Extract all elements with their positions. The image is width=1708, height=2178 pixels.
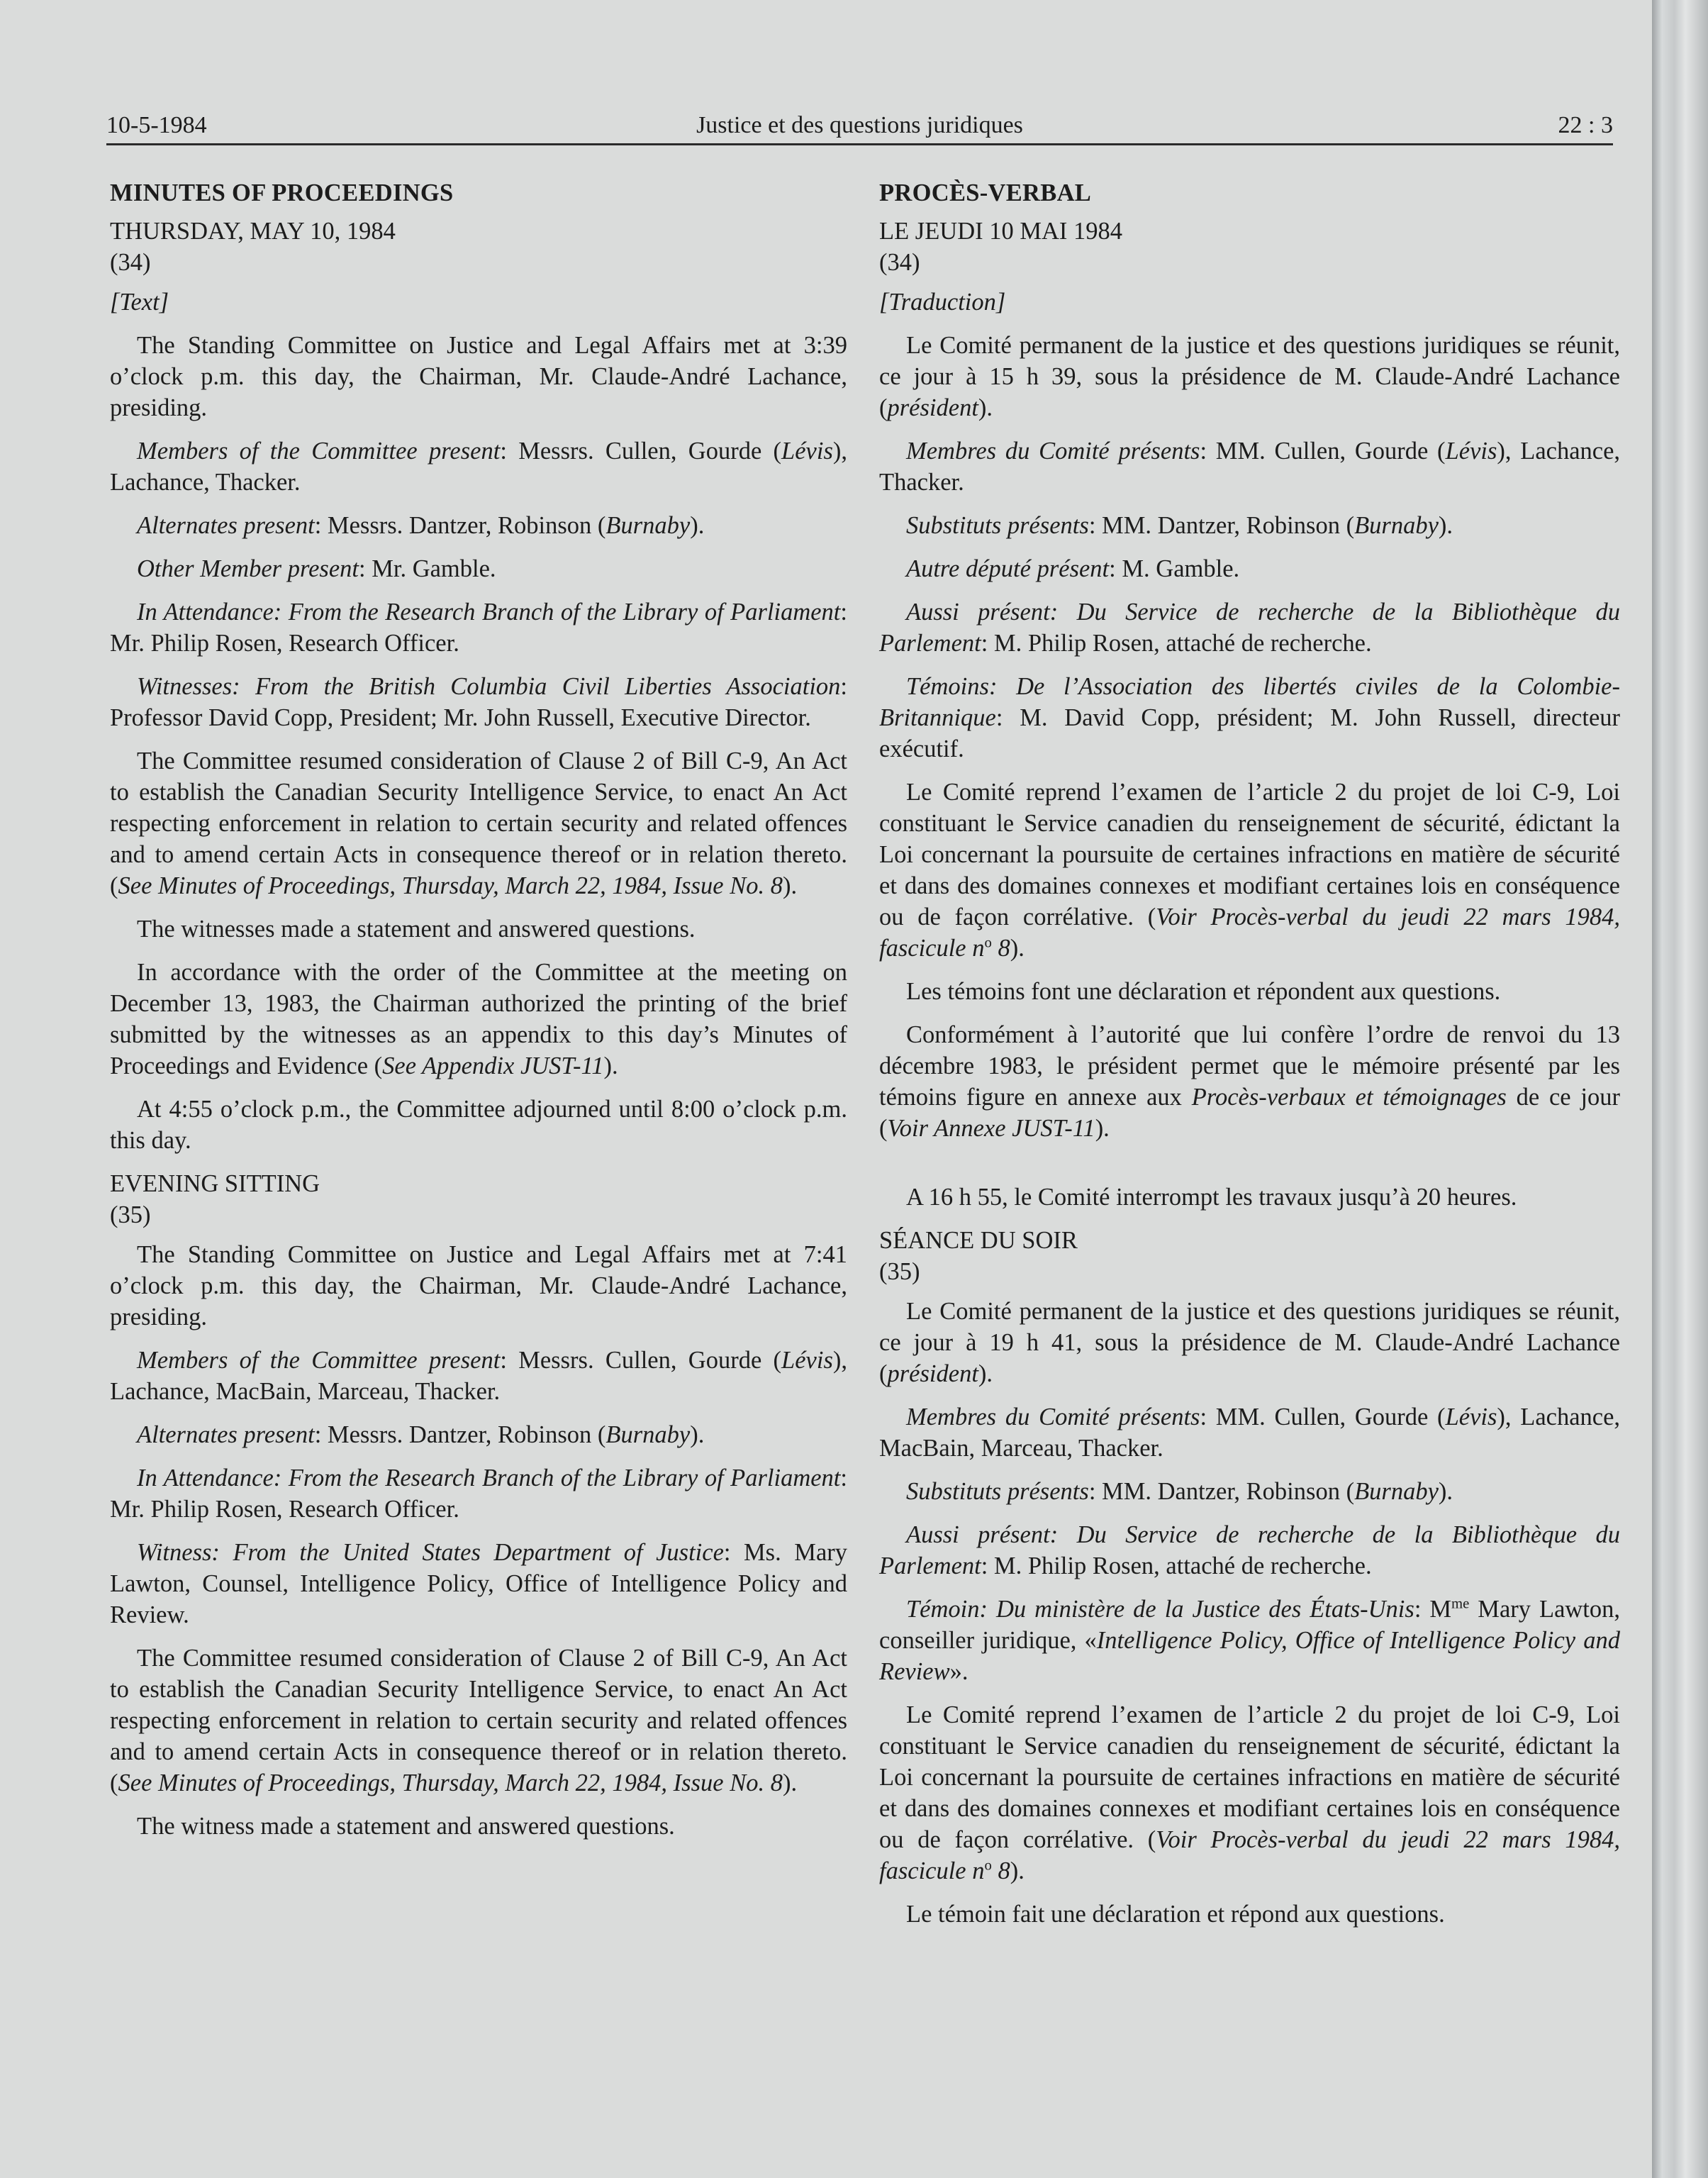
french-column (879, 177, 1620, 1942)
english-heading: MINUTES OF PROCEEDINGS (110, 179, 454, 206)
english-evening-opening: The Standing Committee on Justice and Legal Affairs met at 7:41 o’clock p.m. this day, the Chairman, Mr. Claude-André Lachance, presiding. (110, 1241, 847, 1330)
english-witnesses: Witnesses: From the British Columbia Civil Liberties Association: Professor David Copp, President; Mr. John Russell, Executive Director. (110, 673, 847, 731)
french-opening-paragraph: Le Comité permanent de la justice et des questions juridiques se réunit, ce jour à 15 h 39, sous la présidence de M. Claude-André Lachance (président). (879, 332, 1620, 421)
english-opening-paragraph: The Standing Committee on Justice and Legal Affairs met at 3:39 o’clock p.m. this day, the Chairman, Mr. Claude-André Lachance, presiding. (110, 332, 847, 421)
english-evening-resumed: The Committee resumed consideration of Clause 2 of Bill C-9, An Act to establish the Canadian Security Intelligence Service, to enact An Act respecting enforcement in relation to certain security and related offences and to amend certain Acts in consequence thereof or in relation thereto. (See Minutes of Proceedings, Thursday, March 22, 1984, Issue No. 8). (110, 1645, 847, 1796)
french-evening-opening: Le Comité permanent de la justice et des questions juridiques se réunit, ce jour à 19 h 41, sous la présidence de M. Claude-André Lachance (président). (879, 1298, 1620, 1387)
french-seance-heading: SÉANCE DU SOIR (879, 1227, 1078, 1254)
english-text-marker: [Text] (110, 289, 169, 316)
french-evening-substituts: Substituts présents: MM. Dantzer, Robinson (Burnaby). (906, 1478, 1453, 1505)
english-date: THURSDAY, MAY 10, 1984 (110, 218, 396, 245)
french-evening-reprend: Le Comité reprend l’examen de l’article 2 du projet de loi C-9, Loi constituant le Service canadien du renseignement de sécurité, édictant la Loi concernant la poursuite de certaines infractions en matière de sécurité et dans des domaines connexes et modifiant certaines lois en conséquence ou de façon corrélative. (Voir Procès-verbal du jeudi 22 mars 1984, fascicule $n^o$ 8). (879, 1701, 1620, 1884)
french-interrompt: A 16 h 55, le Comité interrompt les travaux jusqu’à 20 heures. (906, 1184, 1517, 1211)
french-heading: PROCÈS-VERBAL (879, 179, 1092, 206)
english-meeting-number: (34) (110, 249, 151, 276)
header-date: 10-5-1984 (106, 112, 207, 138)
english-evening-alternates: Alternates present: Messrs. Dantzer, Robinson (Burnaby). (137, 1421, 705, 1448)
header-title: Justice et des questions juridiques (696, 112, 1023, 138)
english-order-paragraph: In accordance with the order of the Committee at the meeting on December 13, 1983, the Chairman authorized the printing of the brief submitted by the witnesses as an appendix to this day’s Minutes of Proceedings and Evidence (See Appendix JUST-11). (110, 959, 847, 1079)
french-members-present: Membres du Comité présents: MM. Cullen, Gourde (Lévis), Lachance, Thacker. (879, 438, 1621, 496)
english-alternates-present: Alternates present: Messrs. Dantzer, Robinson (Burnaby). (137, 512, 705, 539)
english-evening-witness: Witness: From the United States Department of Justice: Ms. Mary Lawton, Counsel, Intelligence Policy, Office of Intelligence Policy and Review. (110, 1539, 847, 1628)
english-evening-members: Members of the Committee present: Messrs. Cullen, Gourde (Lévis), Lachance, MacBain, Marceau, Thacker. (110, 1347, 847, 1405)
page-header (106, 105, 1613, 145)
french-meeting-number: (34) (879, 249, 920, 276)
english-evening-number: (35) (110, 1201, 151, 1228)
english-resumed-consideration: The Committee resumed consideration of Clause 2 of Bill C-9, An Act to establish the Canadian Security Intelligence Service, to enact An Act respecting enforcement in relation to certain security and related offences and to amend certain Acts in consequence thereof or in relation thereto. (See Minutes of Proceedings, Thursday, March 22, 1984, Issue No. 8). (110, 748, 847, 899)
french-text-marker: [Traduction] (879, 289, 1006, 316)
french-reprend-examen: Le Comité reprend l’examen de l’article 2 du projet de loi C-9, Loi constituant le Service canadien du renseignement de sécurité, édictant la Loi concernant la poursuite de certaines infractions en matière de sécurité et dans des domaines connexes et modifiant certaines lois en conséquence ou de façon corrélative. (Voir Procès-verbal du jeudi 22 mars 1984, fascicule $n^o$ 8). (879, 779, 1620, 962)
english-in-attendance: In Attendance: From the Research Branch of the Library of Parliament: Mr. Philip Rosen, Research Officer. (110, 599, 847, 657)
french-evening-members: Membres du Comité présents: MM. Cullen, Gourde (Lévis), Lachance, MacBain, Marceau, Thacker. (879, 1404, 1621, 1462)
book-page-edge (1652, 0, 1708, 2178)
english-column (110, 177, 847, 1854)
english-evening-attendance: In Attendance: From the Research Branch of the Library of Parliament: Mr. Philip Rosen, Research Officer. (110, 1465, 847, 1523)
french-conformement: Conformément à l’autorité que lui confère l’ordre de renvoi du 13 décembre 1983, le président permet que le mémoire présenté par les témoins figure en annexe aux Procès-verbaux et témoignages de ce jour (Voir Annexe JUST-11). (879, 1021, 1620, 1142)
english-witnesses-statement: The witnesses made a statement and answered questions. (137, 916, 696, 943)
french-evening-temoin: Témoin: Du ministère de la Justice des États-Unis: $M^{me}$ Mary Lawton, conseiller juridique, «Intelligence Policy, Office of Intelligence Policy and Review». (879, 1596, 1621, 1685)
english-members-present: Members of the Committee present: Messrs. Cullen, Gourde (Lévis), Lachance, Thacker. (110, 438, 847, 496)
french-declaration: Les témoins font une déclaration et répondent aux questions. (906, 978, 1501, 1005)
english-other-member: Other Member present: Mr. Gamble. (137, 555, 496, 582)
french-date: LE JEUDI 10 MAI 1984 (879, 218, 1123, 245)
french-evening-aussi: Aussi présent: Du Service de recherche de la Bibliothèque du Parlement: M. Philip Rosen, attaché de recherche. (879, 1521, 1620, 1579)
french-temoins: Témoins: De l’Association des libertés civiles de la Colombie-Britannique: M. David Copp, président; M. John Russell, directeur exécutif. (879, 673, 1620, 762)
french-evening-declaration: Le témoin fait une déclaration et répond aux questions. (906, 1901, 1445, 1928)
english-evening-heading: EVENING SITTING (110, 1170, 320, 1197)
english-evening-statement: The witness made a statement and answered questions. (137, 1813, 675, 1840)
english-adjourn: At 4:55 o’clock p.m., the Committee adjourned until 8:00 o’clock p.m. this day. (110, 1096, 847, 1154)
french-autre-depute: Autre député présent: M. Gamble. (906, 555, 1240, 582)
french-aussi-present: Aussi présent: Du Service de recherche de la Bibliothèque du Parlement: M. Philip Rosen, attaché de recherche. (879, 599, 1620, 657)
page-number: 22 : 3 (1558, 112, 1613, 138)
french-substituts: Substituts présents: MM. Dantzer, Robinson (Burnaby). (906, 512, 1453, 539)
french-seance-number: (35) (879, 1258, 920, 1285)
